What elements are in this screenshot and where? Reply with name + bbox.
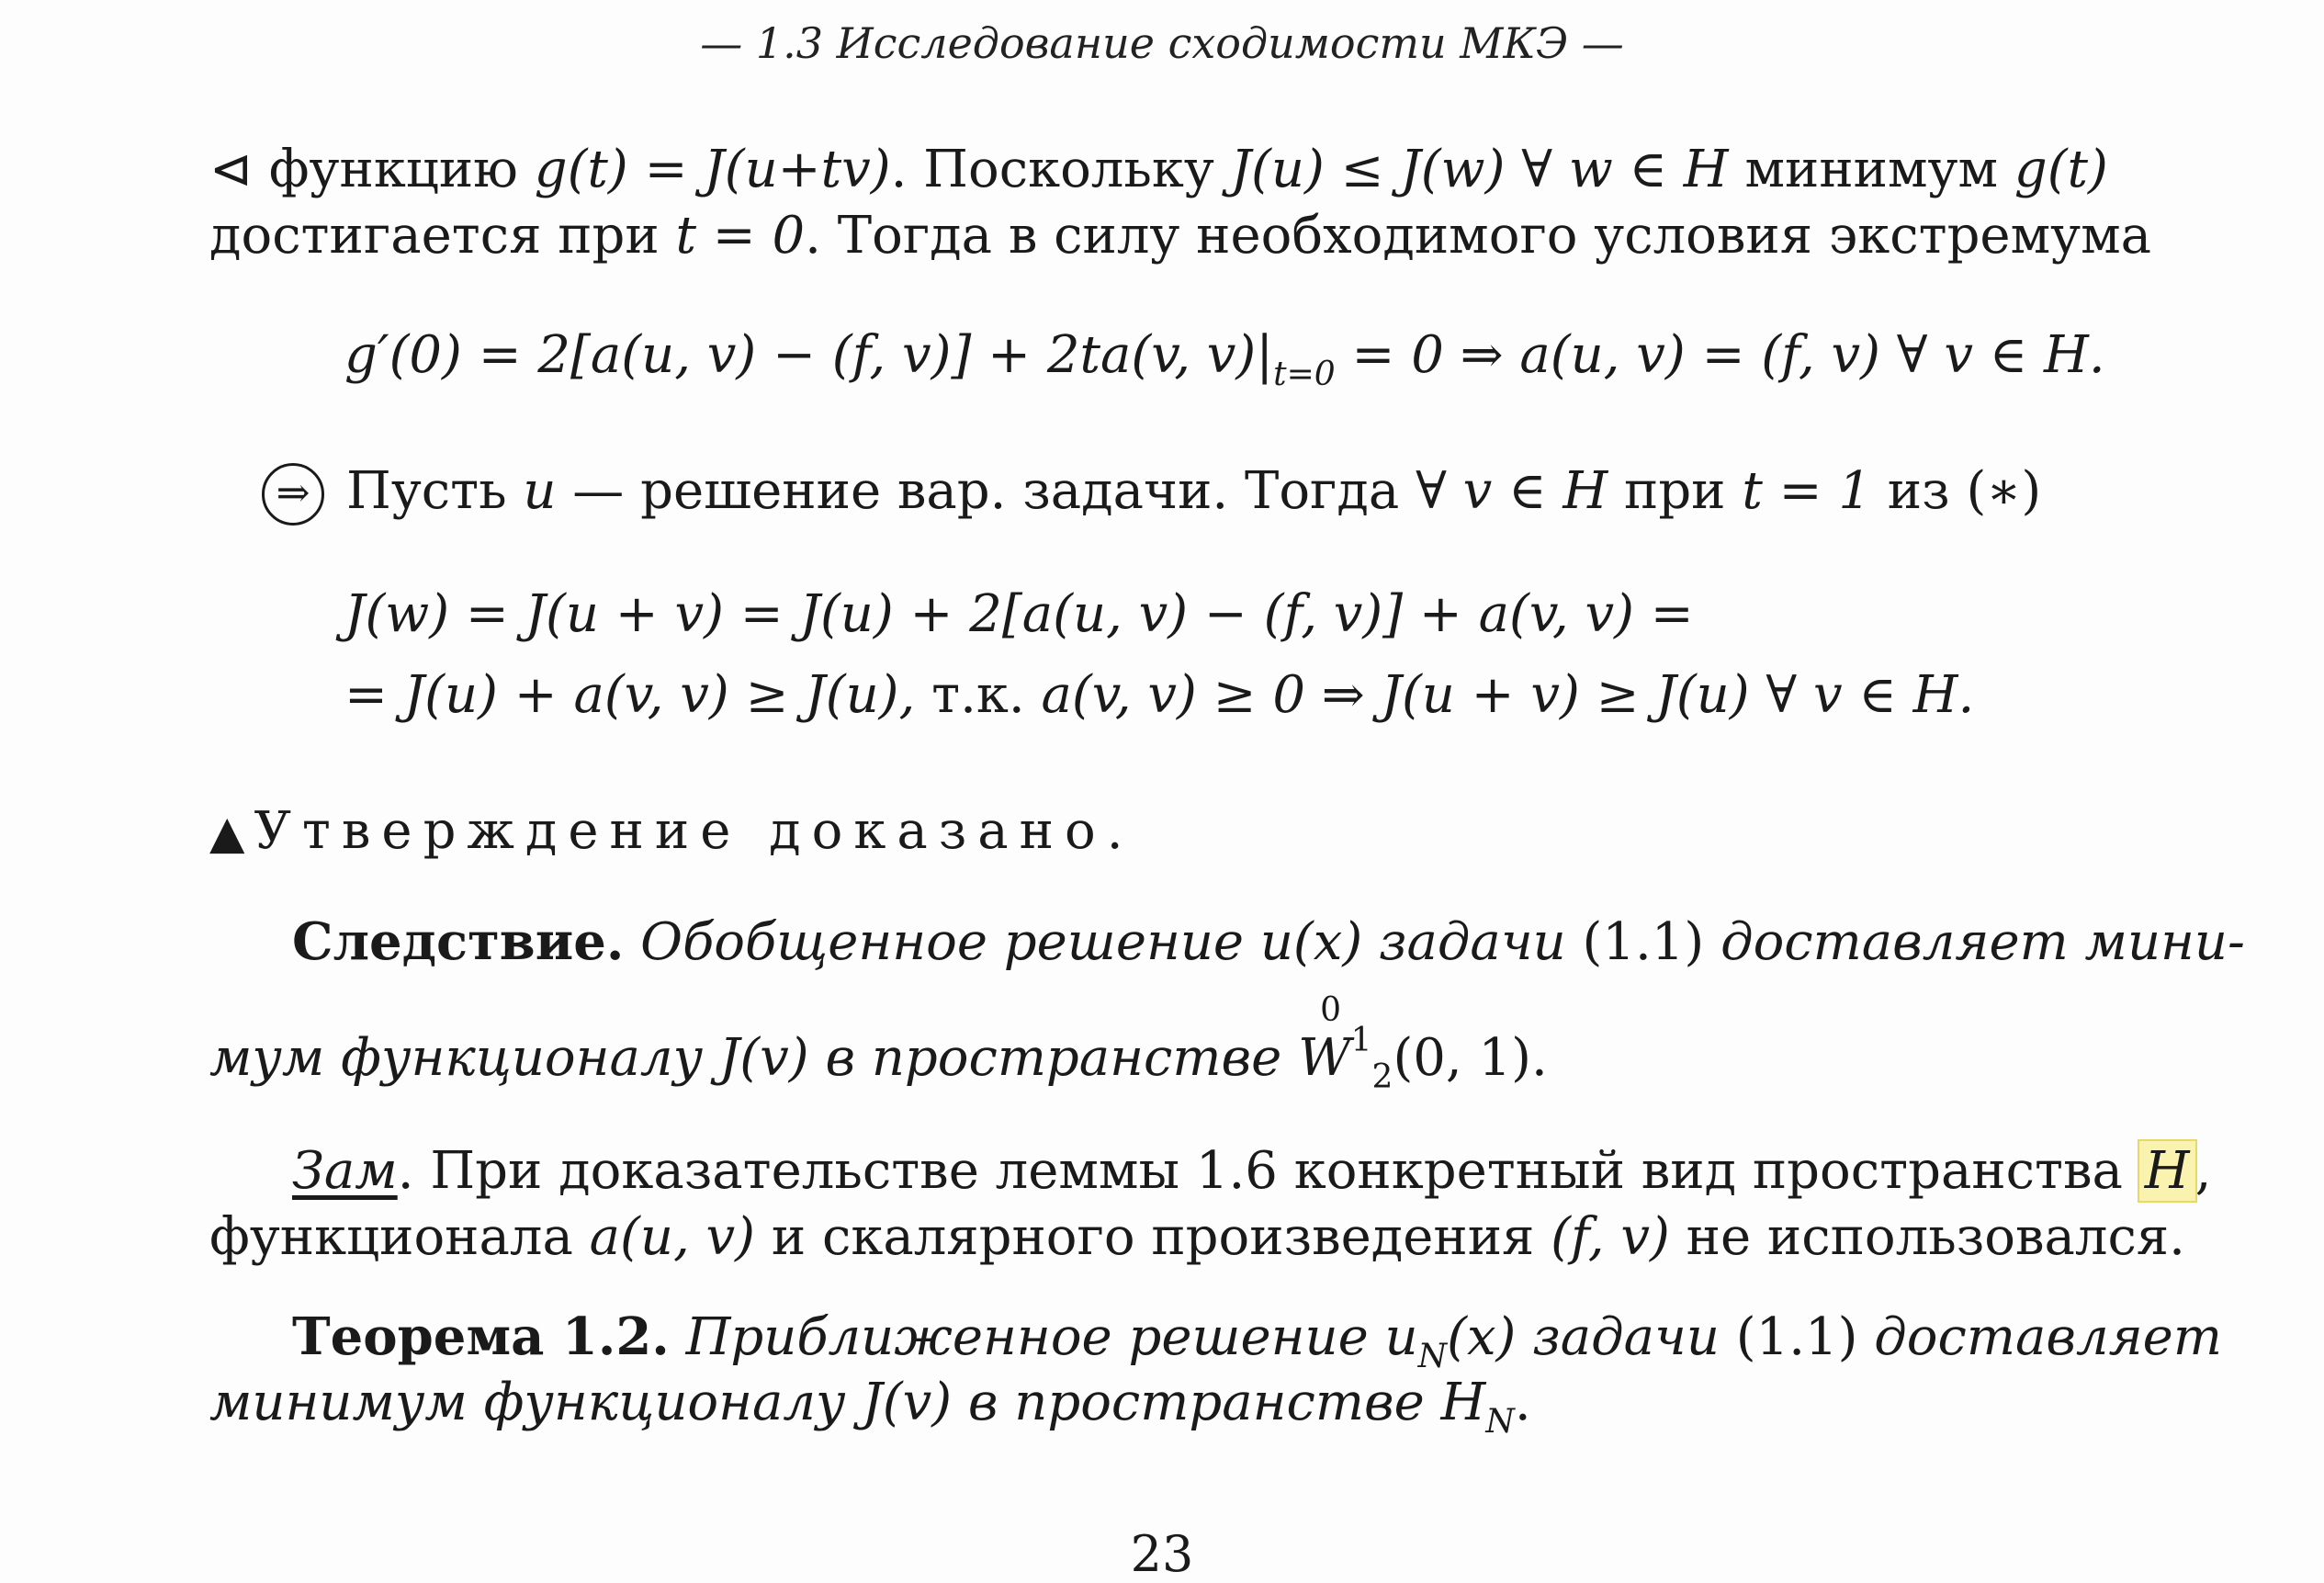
corollary-line-2: мум функционалу J(v) в пространстве 0 $W^1_2(0$, 1). (209, 991, 1548, 1096)
proof-line-1-text: ⊲ функцию g(t) = J(u+tv). Поскольку J(u) ≤ J(w) ∀ w ∈ H минимум g(t) (209, 140, 2108, 199)
remark-line-1: Зам. При доказательстве леммы 1.6 конкретный вид пространства H , (292, 1141, 2212, 1201)
equation-functional-line-1: J(w) = J(u + v) = J(u) + 2[a(u, v) − (f, v)] + a(v, v) = (344, 584, 1694, 644)
equation-functional-line-2: = J(u) + a(v, v) ≥ J(u), т.к. a(v, v) ≥ 0 ⇒ J(u + v) ≥ J(u) ∀ v ∈ H. (344, 665, 1975, 725)
remark-line-2: функционала a(u, v) и скалярного произведения (f, v) не использовался. (209, 1207, 2185, 1267)
corollary-line-1: Следствие. Обобщенное решение u(x) задачи (1.1) доставляет мини- (292, 911, 2245, 972)
equation-stationarity: g′(0) = 2[a(u, v) − (f, v)] + 2ta(v, $v)|_{t=0} = 0$ ⇒ a(u, v) = (f, v) ∀ v ∈ H. (344, 325, 2105, 393)
proof-end: ▲ Утверждение доказано. (209, 801, 1134, 861)
end-of-proof-icon: ▲ (209, 806, 245, 859)
theorem-line-2: минимум функционалу J(v) в пространстве $H_N$. (209, 1373, 1531, 1441)
converse-implication-icon: ⇒ (262, 463, 324, 526)
running-head: — 1.3 Исследование сходимости МКЭ — (700, 18, 1624, 68)
corollary-label: Следствие. (292, 911, 625, 972)
page-number: 23 (1130, 1525, 1194, 1583)
converse-line: ⇒ Пусть u — решение вар. задачи. Тогда ∀ v ∈ H при t = 1 из (∗) (262, 459, 2182, 526)
remark-label: Зам (292, 1141, 398, 1201)
sobolev-space-symbol: 0 W (1298, 991, 1351, 1088)
proof-line-1 (209, 138, 2129, 202)
theorem-line-1: Теорема 1.2. Приближенное решение $u_N(x)$ задачи (1.1) доставляет (292, 1306, 2222, 1375)
highlighted-space-symbol[interactable]: H (2139, 1141, 2195, 1201)
theorem-label: Теорема 1.2. (292, 1306, 670, 1367)
proof-line-2: достигается при t = 0. Тогда в силу необходимого условия экстремума (209, 206, 2152, 266)
